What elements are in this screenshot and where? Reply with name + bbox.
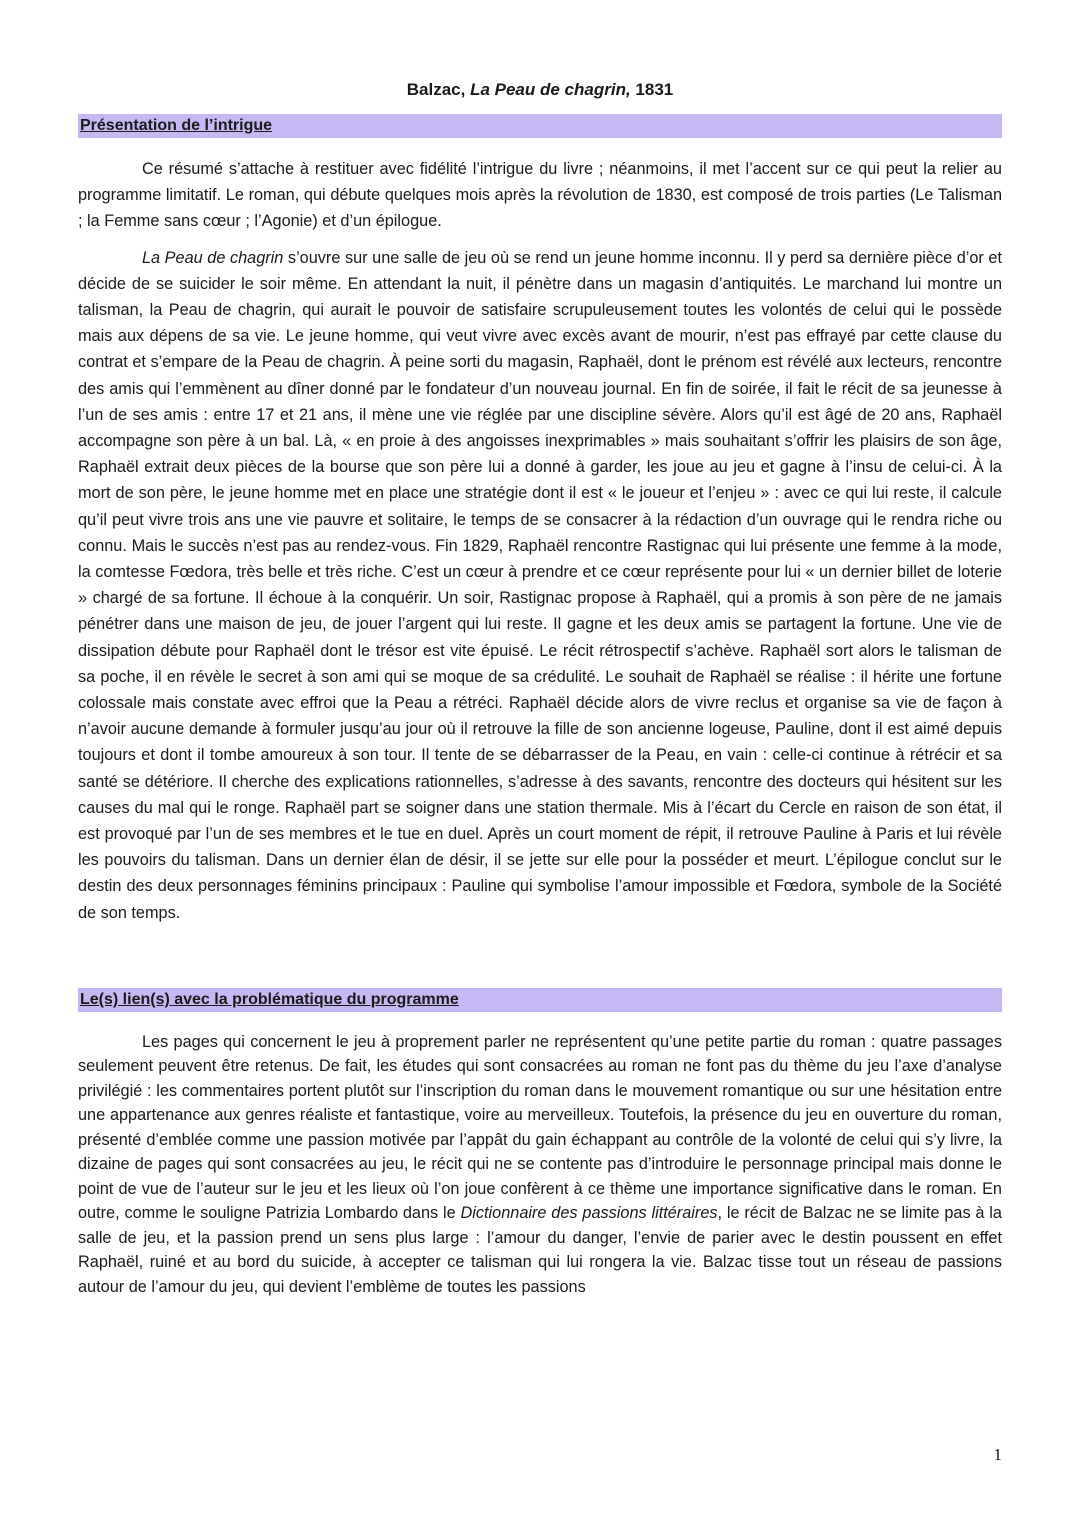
summary-paragraph [78, 245, 1002, 926]
programme-text-b: , le récit de Balzac ne se limite pas à la salle de jeu, et la passion prend un sens plus large : l’amour du danger, l’envie de parier avec le destin poussent en effet Raphaël, ruiné et au bord du suicide, à accepter ce talisman qui lui rongera la vie. Balzac tisse tout un réseau de passions autour de l’amour du jeu, qui devient l’emblème de toutes les passions [78, 1204, 1002, 1296]
document-title [78, 78, 1002, 102]
title-year: 1831 [635, 80, 674, 99]
programme-paragraph [78, 1030, 1002, 1300]
title-work: La Peau de chagrin, [470, 80, 631, 99]
programme-dictionary-italic: Dictionnaire des passions littéraires [460, 1204, 718, 1223]
section-heading-label: Présentation de l’intrigue [80, 117, 273, 134]
programme-text-a: Les pages qui concernent le jeu à proprement parler ne représentent qu’une petite partie du roman : quatre passages seulement peuvent être retenus. De fait, les études qui sont consacrées au roman ne font pas du thème du jeu l’axe d’analyse privilégié : les commentaires portent plutôt sur l’inscription du roman dans le mouvement romantique ou sur une hésitation entre une appartenance aux genres réaliste et fantastique, voire au merveilleux. Toutefois, la présence du jeu en ouverture du roman, présenté d’emblée comme une passion motivée par l’appât du gain échappant au contrôle de la volonté de celui qui s’y livre, la dizaine de pages qui sont consacrées au jeu, le récit qui ne se contente pas d’introduire le personnage principal mais donne le point de vue de l’auteur sur le jeu et les lieux où l’on joue confèrent à ce thème une importance significative dans le roman. En outre, comme le souligne Patrizia Lombardo dans le [78, 1032, 1002, 1223]
intro-paragraph: Ce résumé s’attache à restituer avec fidélité l’intrigue du livre ; néanmoins, il met l’accent sur ce qui peut la relier au programme limitatif. Le roman, qui débute quelques mois après la révolution de 1830, est composé de trois parties (Le Talisman ; la Femme sans cœur ; l’Agonie) et d’un épilogue. [78, 160, 1002, 231]
section-heading-programme [78, 988, 1002, 1012]
section-spacer [78, 936, 1002, 988]
section-heading-intrigue [78, 114, 1002, 138]
document-page [78, 78, 1002, 1299]
title-author: Balzac, [406, 80, 466, 99]
summary-title-italic: La Peau de chagrin [142, 248, 284, 267]
summary-text: s’ouvre sur une salle de jeu où se rend un jeune homme inconnu. Il y perd sa dernière pièce d’or et décide de se suicider le soir même. En attendant la nuit, il pénètre dans un magasin d’antiquités. Le marchand lui montre un talisman, la Peau de chagrin, qui aurait le pouvoir de satisfaire scrupuleusement toutes les volontés de celui qui le possède mais aux dépens de sa vie. Le jeune homme, qui veut vivre avec excès avant de mourir, n’est pas effrayé par cette clause du contrat et s’empare de la Peau de chagrin. À peine sorti du magasin, Raphaël, dont le prénom est révélé aux lecteurs, rencontre des amis qui l’emmènent au dîner donné par le fondateur d’un nouveau journal. En fin de soirée, il fait le récit de sa jeunesse à l’un de ses amis : entre 17 et 21 ans, il mène une vie réglée par une discipline sévère. Alors qu’il est âgé de 20 ans, Raphaël accompagne son père à un bal. Là, « en proie à des angoisses inexprimables » mais souhaitant s’offrir les plaisirs de son âge, Raphaël extrait deux pièces de la bourse que son père lui a donné à garder, les joue au jeu et gagne à l’insu de celui-ci. À la mort de son père, le jeune homme met en place une stratégie dont il est « le joueur et l’enjeu » : avec ce qui lui reste, il calcule qu’il peut vivre trois ans une vie pauvre et solitaire, le temps de se consacrer à la rédaction d’un ouvrage qui le rendra riche ou connu. Mais le succès n’est pas au rendez-vous. Fin 1829, Raphaël rencontre Rastignac qui lui présente une femme à la mode, la comtesse Fœdora, très belle et très riche. C’est un cœur à prendre et ce cœur représente pour lui « un dernier billet de loterie » chargé de sa fortune. Il échoue à la conquérir. Un soir, Rastignac propose à Raphaël, qui a promis à son père de ne jamais pénétrer dans une maison de jeu, de jouer l’argent qui lui reste. Il gagne et les deux amis se partagent la fortune. Une vie de dissipation débute pour Raphaël dont le trésor est vite épuisé. Le récit rétrospectif s’achève. Raphaël sort alors le talisman de sa poche, il en révèle le secret à son ami qui se moque de sa crédulité. Le souhait de Raphaël se réalise : il hérite une fortune colossale mais constate avec effroi que la Peau a rétréci. Raphaël décide alors de vivre reclus et organise sa vie de façon à n’avoir aucune demande à formuler jusqu’au jour où il retrouve la fille de son ancienne logeuse, Pauline, dont il est aimé depuis toujours et dont il tombe amoureux à son tour. Il tente de se débarrasser de la Peau, en vain : celle-ci continue à rétrécir et sa santé se détériore. Il cherche des explications rationnelles, s’adresse à des savants, rencontre des docteurs qui hésitent sur les causes du mal qui le ronge. Raphaël part se soigner dans une station thermale. Mis à l’écart du Cercle en raison de son état, il est provoqué par l’un de ses membres et le tue en duel. Après un court moment de répit, il retrouve Pauline à Paris et lui révèle les pouvoirs du talisman. Dans un dernier élan de désir, il se jette sur elle pour la posséder et meurt. L’épilogue conclut sur le destin des deux personnages féminins principaux : Pauline qui symbolise l’amour impossible et Fœdora, symbole de la Société de son temps. [78, 248, 1002, 922]
section-heading-label: Le(s) lien(s) avec la problématique du programme [80, 990, 459, 1008]
page-number: 1 [993, 1445, 1002, 1464]
